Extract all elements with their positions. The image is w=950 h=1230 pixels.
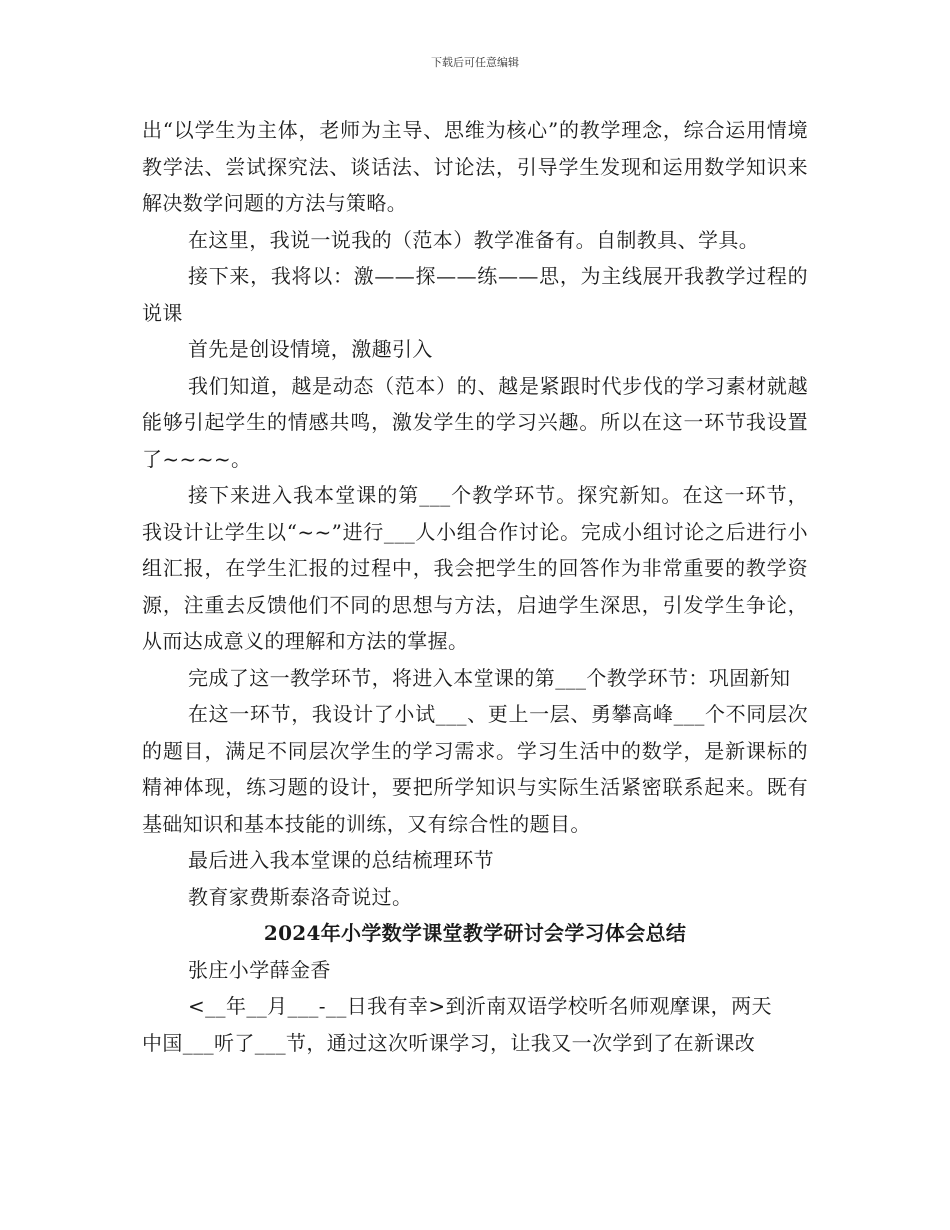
- paragraph-2: 在这里，我说一说我的（范本）教学准备有。自制教具、学具。: [188, 227, 760, 252]
- paragraph-10: 教育家费斯泰洛奇说过。: [188, 884, 413, 909]
- paragraph-1: 出“以学生为主体，老师为主导、思维为核心”的教学理念，综合运用情境教学法、尝试探究法、谈话法、讨论法，引导学生发现和运用数学知识来解决数学问题的方法与策略。: [142, 118, 808, 215]
- paragraph-4: 首先是创设情境，激趣引入: [188, 337, 433, 361]
- section-title: 2024年小学数学课堂教学研讨会学习体会总结: [263, 921, 687, 945]
- page-header-note: 下载后可任意编辑: [431, 56, 519, 69]
- paragraph-6: 接下来进入我本堂课的第___个教学环节。探究新知。在这一环节，我设计让学生以“~~”进行___人小组合作讨论。完成小组讨论之后进行小组汇报，在学生汇报的过程中，我会把学生的回答作为非常重要的教学资源，注重去反馈他们不同的思想与方法，启迪学生深思，引发学生争论，从而达成意义的理解和方法的掌握。: [142, 483, 808, 653]
- document-body: [142, 112, 808, 1061]
- paragraph-8: 在这一环节，我设计了小试___、更上一层、勇攀高峰___个不同层次的题目，满足不同层次学生的学习需求。学习生活中的数学，是新课标的精神体现，练习题的设计，要把所学知识与实际生活紧密联系起来。既有基础知识和基本技能的训练，又有综合性的题目。: [142, 702, 808, 836]
- paragraph-9: 最后进入我本堂课的总结梳理环节: [188, 848, 494, 872]
- section-paragraph-1: <__年__月___-__日我有幸>到沂南双语学校听名师观摩课，两天: [188, 994, 772, 1018]
- paragraph-3: 接下来，我将以：激——探——练——思，为主线展开我教学过程的说课: [142, 264, 808, 325]
- section-paragraph-2: 中国___听了___节，通过这次听课学习，让我又一次学到了在新课改: [142, 1030, 756, 1055]
- paragraph-7: 完成了这一教学环节，将进入本堂课的第___个教学环节：巩固新知: [188, 665, 791, 690]
- paragraph-5: 我们知道，越是动态（范本）的、越是紧跟时代步伐的学习素材就越能够引起学生的情感共鸣，激发学生的学习兴趣。所以在这一环节我设置了~~~~。: [142, 373, 808, 471]
- section-author: 张庄小学薛金香: [188, 957, 331, 982]
